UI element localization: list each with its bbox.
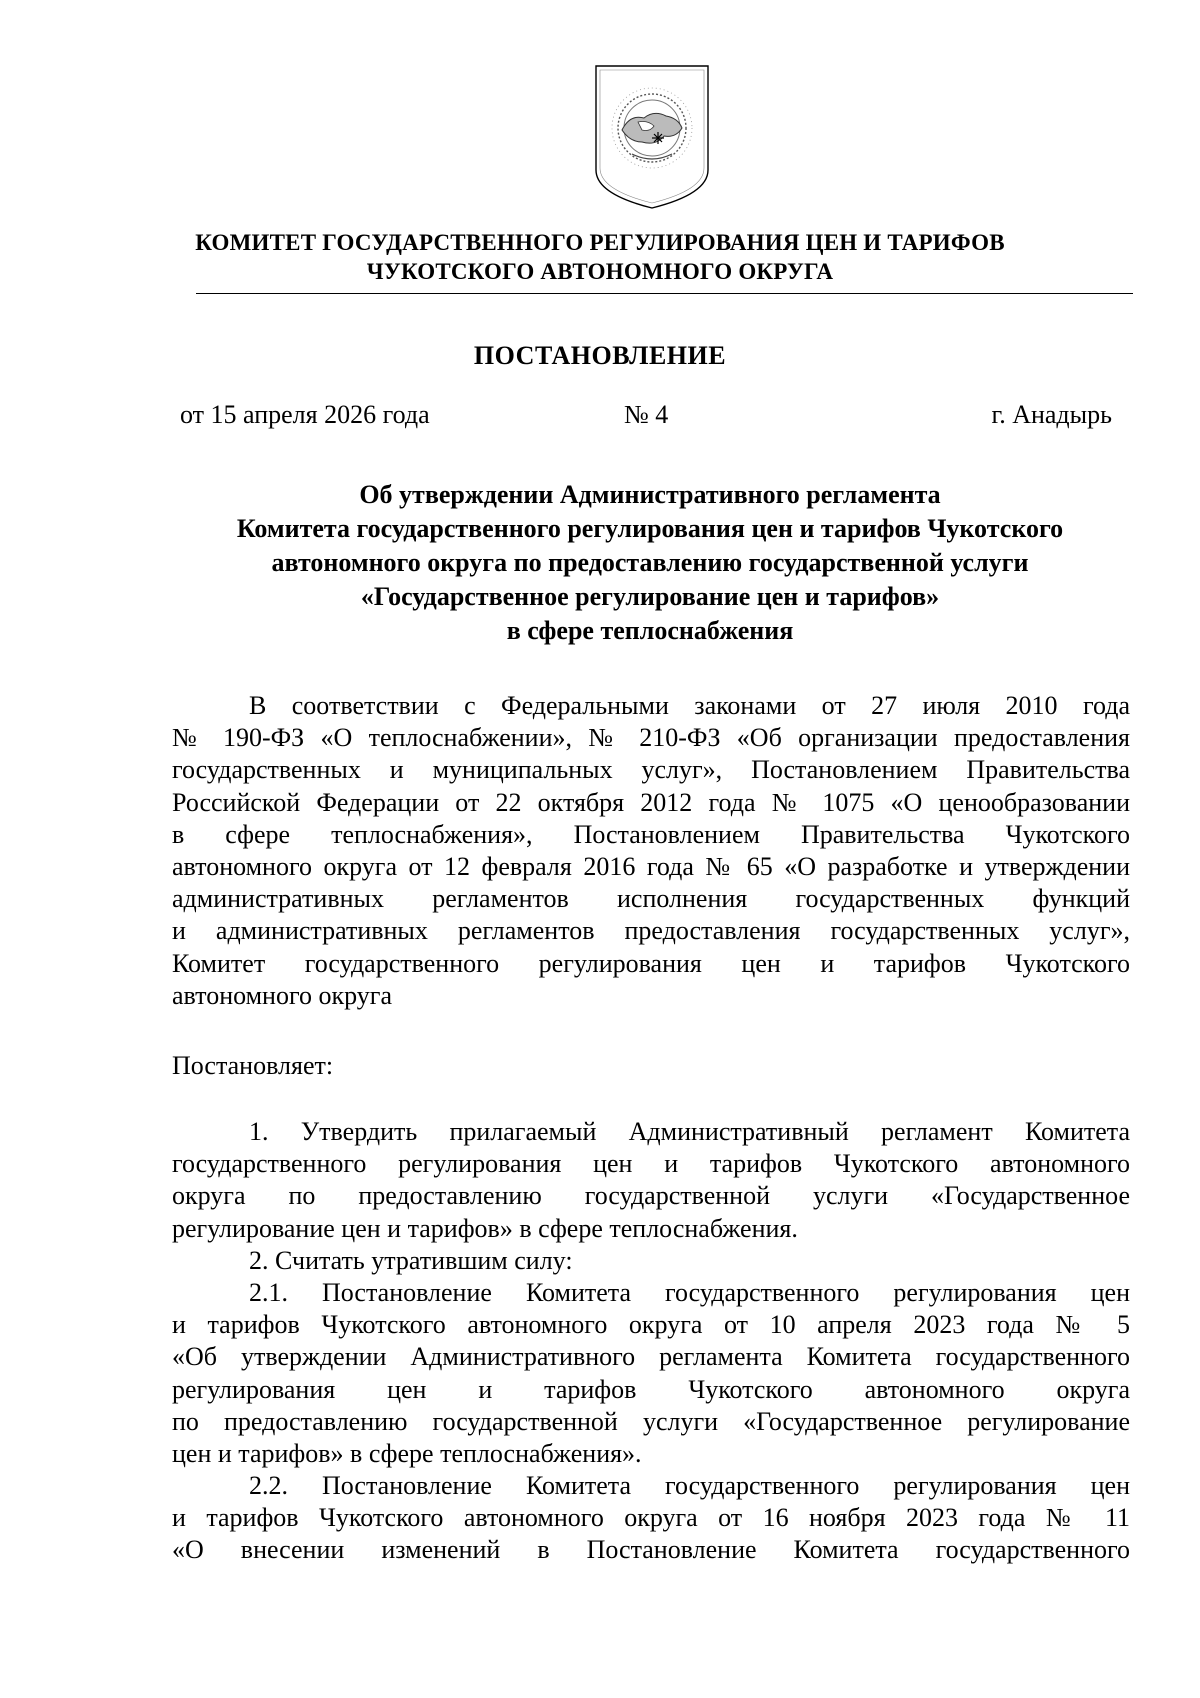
text-line: и тарифов Чукотского автономного округа от 16 ноября 2023 года № 11 bbox=[172, 1503, 1130, 1533]
text-line: 2.1. Постановление Комитета государственного регулирования цен bbox=[249, 1277, 1130, 1307]
document-number: № 4 bbox=[624, 400, 669, 429]
text-line: 1. Утвердить прилагаемый Административный регламент Комитета bbox=[249, 1117, 1130, 1146]
text-line: В соответствии с Федеральными законами от 27 июля 2010 года bbox=[249, 691, 1130, 720]
text-line: «Об утверждении Административного регламента Комитета государственного bbox=[172, 1342, 1130, 1372]
text-line: регулирования цен и тарифов Чукотского автономного округа bbox=[172, 1374, 1130, 1404]
text-line: автономного округа bbox=[172, 980, 392, 1010]
text-line: № 190-ФЗ «О теплоснабжении», № 210-ФЗ «Об организации предоставления bbox=[172, 723, 1130, 753]
header-divider bbox=[196, 293, 1133, 294]
text-line: Постановляет: bbox=[172, 1051, 334, 1080]
text-line: Российской Федерации от 22 октября 2012 года № 1075 «О ценообразовании bbox=[172, 787, 1130, 817]
text-line: Комитет государственного регулирования цен и тарифов Чукотского bbox=[172, 948, 1130, 978]
resolves-heading bbox=[172, 1050, 1130, 1082]
text-line: и тарифов Чукотского автономного округа от 10 апреля 2023 года № 5 bbox=[172, 1310, 1130, 1340]
text-line: государственного регулирования цен и тарифов Чукотского автономного bbox=[172, 1149, 1130, 1179]
title-line: Комитета государственного регулирования цен и тарифов Чукотского bbox=[236, 514, 1064, 543]
preamble-paragraph bbox=[172, 690, 1130, 1012]
text-line: регулирование цен и тарифов» в сфере теплоснабжения. bbox=[172, 1213, 798, 1243]
clauses-section bbox=[172, 1116, 1130, 1567]
title-line: Об утверждении Административного регламента bbox=[359, 480, 941, 509]
document-date: от 15 апреля 2026 года bbox=[180, 400, 430, 429]
title-line: «Государственное регулирование цен и тарифов» bbox=[360, 582, 940, 611]
text-line: по предоставлению государственной услуги «Государственное регулирование bbox=[172, 1406, 1130, 1436]
title-line: в сфере теплоснабжения bbox=[506, 616, 794, 645]
text-line: и административных регламентов предоставления государственных услуг», bbox=[172, 916, 1130, 946]
document-title bbox=[170, 478, 1130, 648]
text-line: округа по предоставлению государственной услуги «Государственное bbox=[172, 1181, 1130, 1211]
title-line: автономного округа по предоставлению государственной услуги bbox=[271, 548, 1029, 577]
text-line: «О внесении изменений в Постановление Комитета государственного bbox=[172, 1535, 1130, 1565]
text-line: административных регламентов исполнения государственных функций bbox=[172, 884, 1130, 914]
document-type: ПОСТАНОВЛЕНИЕ bbox=[473, 341, 727, 370]
text-line: государственных и муниципальных услуг», Постановлением Правительства bbox=[172, 755, 1130, 785]
chukotka-coat-of-arms-icon bbox=[592, 62, 712, 212]
organization-name-line-1: КОМИТЕТ ГОСУДАРСТВЕННОГО РЕГУЛИРОВАНИЯ ЦЕН И ТАРИФОВ bbox=[195, 230, 1005, 255]
text-line: автономного округа от 12 февраля 2016 года № 65 «О разработке и утверждении bbox=[172, 851, 1130, 881]
document-city: г. Анадырь bbox=[991, 400, 1112, 429]
organization-name-line-2: ЧУКОТСКОГО АВТОНОМНОГО ОКРУГА bbox=[366, 259, 834, 284]
text-line: в сфере теплоснабжения», Постановлением Правительства Чукотского bbox=[172, 819, 1130, 849]
text-line: 2. Считать утратившим силу: bbox=[249, 1245, 573, 1275]
text-line: цен и тарифов» в сфере теплоснабжения». bbox=[172, 1438, 642, 1468]
text-line: 2.2. Постановление Комитета государственного регулирования цен bbox=[249, 1471, 1130, 1501]
